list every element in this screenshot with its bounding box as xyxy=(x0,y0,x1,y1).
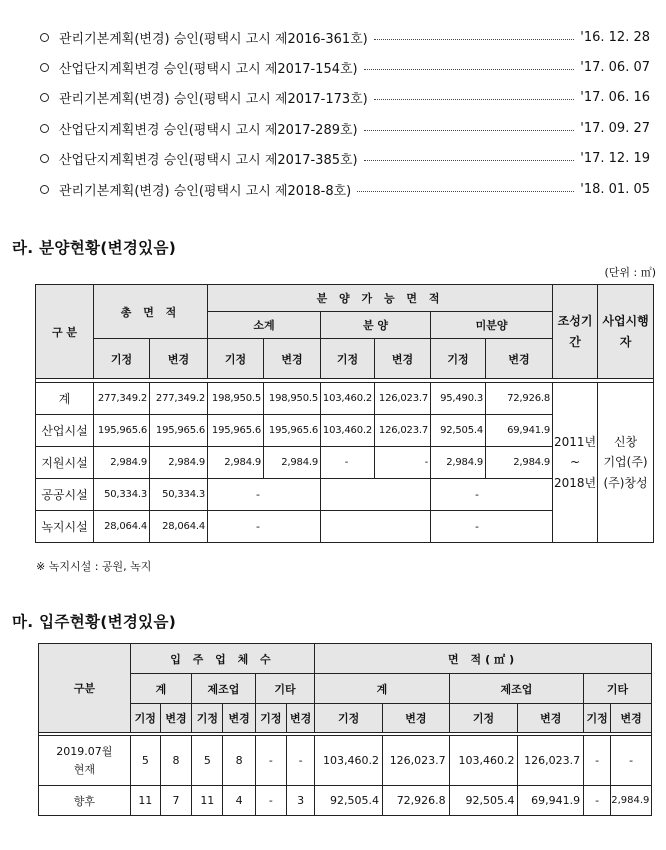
cell-value: 4 xyxy=(223,786,255,816)
approval-item xyxy=(40,22,650,52)
cell-value: 7 xyxy=(160,786,191,816)
header-category: 구분 xyxy=(39,644,131,733)
circle-bullet-icon xyxy=(40,154,49,163)
header-changed: 변경 xyxy=(382,704,449,733)
row-label: 녹지시설 xyxy=(36,511,94,543)
cell-value: 277,349.2 xyxy=(150,383,208,415)
cell-value: - xyxy=(584,736,611,786)
header-other: 기타 xyxy=(584,674,652,704)
dotted-leader xyxy=(364,69,575,70)
approval-date: '18. 01. 05 xyxy=(580,181,650,197)
circle-bullet-icon xyxy=(40,33,49,42)
section-ra-title: 라. 분양현황(변경있음) xyxy=(12,239,177,257)
cell-value: 2,984.9 xyxy=(94,447,150,479)
header-existing: 기정 xyxy=(321,339,375,379)
cell-value: 2,984.9 xyxy=(208,447,264,479)
row-label: 계 xyxy=(36,383,94,415)
period-cell xyxy=(553,383,598,543)
unit-label: (단위 : ㎡) xyxy=(604,266,656,279)
cell-value: 8 xyxy=(223,736,255,786)
cell-value: 28,064.4 xyxy=(94,511,150,543)
cell-value: 2,984.9 xyxy=(611,786,652,816)
cell-value: 195,965.6 xyxy=(264,415,321,447)
operator-line: (주)창성 xyxy=(603,475,648,490)
table-row xyxy=(36,383,654,415)
cell-value: 198,950.5 xyxy=(208,383,264,415)
header-saleable-area: 분 양 가 능 면 적 xyxy=(208,285,553,312)
header-subtotal: 소계 xyxy=(208,312,321,339)
cell-value: 28,064.4 xyxy=(150,511,208,543)
row-label: 지원시설 xyxy=(36,447,94,479)
cell-value: 195,965.6 xyxy=(150,415,208,447)
cell-value: 126,023.7 xyxy=(375,383,431,415)
header-existing: 기정 xyxy=(255,704,286,733)
cell-value: - xyxy=(611,736,652,786)
cell-value: 8 xyxy=(160,736,191,786)
header-existing: 기정 xyxy=(449,704,518,733)
cell-value: 3 xyxy=(287,786,315,816)
header-changed: 변경 xyxy=(160,704,191,733)
approval-list xyxy=(40,22,650,204)
header-changed: 변경 xyxy=(150,339,208,379)
cell-value: 126,023.7 xyxy=(382,736,449,786)
period-tilde: ~ xyxy=(570,455,581,470)
approval-item xyxy=(40,144,650,174)
approval-item xyxy=(40,174,650,204)
approval-date: '17. 09. 27 xyxy=(580,120,650,136)
operator-line: 기업(주) xyxy=(603,455,648,470)
header-existing: 기정 xyxy=(315,704,383,733)
approval-text: 관리기본계획(변경) 승인(평택시 고시 제2018-8호) xyxy=(59,183,352,199)
row-label xyxy=(39,736,131,786)
cell-value: 50,334.3 xyxy=(94,479,150,511)
circle-bullet-icon xyxy=(40,63,49,72)
cell-value: 195,965.6 xyxy=(94,415,150,447)
cell-value: - xyxy=(208,511,321,543)
approval-text: 관리기본계획(변경) 승인(평택시 고시 제2017-173호) xyxy=(59,92,368,108)
approval-item xyxy=(40,52,650,82)
cell-value: - xyxy=(375,447,431,479)
header-existing: 기정 xyxy=(130,704,160,733)
cell-value: 2,984.9 xyxy=(264,447,321,479)
header-existing: 기정 xyxy=(431,339,486,379)
cell-value: - xyxy=(431,479,553,511)
operator-line: 신창 xyxy=(613,434,638,449)
header-total-area: 총 면 적 xyxy=(94,285,208,339)
cell-value: 126,023.7 xyxy=(518,736,584,786)
cell-value: 2,984.9 xyxy=(150,447,208,479)
circle-bullet-icon xyxy=(40,124,49,133)
header-period: 조성기간 xyxy=(553,285,598,379)
dotted-leader xyxy=(374,39,575,40)
section-ma-title: 마. 입주현황(변경있음) xyxy=(12,613,177,631)
circle-bullet-icon xyxy=(40,93,49,102)
approval-date: '17. 06. 07 xyxy=(580,60,650,76)
row-label: 산업시설 xyxy=(36,415,94,447)
row-label-line: 2019.07월 xyxy=(56,744,113,758)
cell-value: 92,505.4 xyxy=(315,786,383,816)
header-total: 계 xyxy=(130,674,191,704)
dotted-leader xyxy=(374,99,575,100)
header-other: 기타 xyxy=(255,674,314,704)
cell-value: - xyxy=(255,786,286,816)
cell-value: - xyxy=(431,511,553,543)
approval-date: '17. 06. 16 xyxy=(580,90,650,106)
cell-value: 103,460.2 xyxy=(449,736,518,786)
cell-value: - xyxy=(321,447,375,479)
dotted-leader xyxy=(364,160,575,161)
circle-bullet-icon xyxy=(40,185,49,194)
cell-value: 195,965.6 xyxy=(208,415,264,447)
approval-item xyxy=(40,83,650,113)
approval-item xyxy=(40,113,650,143)
cell-value: - xyxy=(584,786,611,816)
cell-value: - xyxy=(255,736,286,786)
row-label-line: 현재 xyxy=(73,762,95,776)
header-changed: 변경 xyxy=(287,704,315,733)
cell-empty xyxy=(321,511,431,543)
cell-value: 277,349.2 xyxy=(94,383,150,415)
cell-value: 11 xyxy=(130,786,160,816)
header-existing: 기정 xyxy=(208,339,264,379)
cell-empty xyxy=(321,479,431,511)
header-changed: 변경 xyxy=(375,339,431,379)
period-from: 2011년 xyxy=(553,434,597,449)
header-area: 면 적(㎡) xyxy=(315,644,652,674)
header-sold: 분 양 xyxy=(321,312,431,339)
cell-value: 103,460.2 xyxy=(321,383,375,415)
row-label: 공공시설 xyxy=(36,479,94,511)
header-category: 구 분 xyxy=(36,285,94,379)
cell-value: 5 xyxy=(130,736,160,786)
cell-value: 69,941.9 xyxy=(518,786,584,816)
approval-text: 산업단지계획변경 승인(평택시 고시 제2017-154호) xyxy=(59,62,358,78)
header-existing: 기정 xyxy=(192,704,223,733)
header-operator: 사업시행자 xyxy=(598,285,654,379)
occupancy-status-table xyxy=(38,643,652,816)
header-changed: 변경 xyxy=(518,704,584,733)
header-changed: 변경 xyxy=(486,339,553,379)
row-label: 향후 xyxy=(39,786,131,816)
cell-value: 126,023.7 xyxy=(375,415,431,447)
period-to: 2018년 xyxy=(553,475,597,490)
approval-text: 산업단지계획변경 승인(평택시 고시 제2017-385호) xyxy=(59,153,358,169)
cell-value: 103,460.2 xyxy=(321,415,375,447)
header-company-count: 입 주 업 체 수 xyxy=(130,644,315,674)
header-manufacturing: 제조업 xyxy=(192,674,256,704)
cell-value: 92,505.4 xyxy=(449,786,518,816)
cell-value: 72,926.8 xyxy=(486,383,553,415)
cell-value: 95,490.3 xyxy=(431,383,486,415)
cell-value: - xyxy=(208,479,321,511)
approval-text: 관리기본계획(변경) 승인(평택시 고시 제2016-361호) xyxy=(59,31,368,47)
dotted-leader xyxy=(364,130,575,131)
operator-cell xyxy=(598,383,654,543)
header-manufacturing: 제조업 xyxy=(449,674,583,704)
approval-text: 산업단지계획변경 승인(평택시 고시 제2017-289호) xyxy=(59,122,358,138)
dotted-leader xyxy=(357,191,574,192)
cell-value: 69,941.9 xyxy=(486,415,553,447)
table-row xyxy=(39,786,652,816)
cell-value: 92,505.4 xyxy=(431,415,486,447)
cell-value: 2,984.9 xyxy=(486,447,553,479)
header-changed: 변경 xyxy=(611,704,652,733)
cell-value: 103,460.2 xyxy=(315,736,383,786)
header-total: 계 xyxy=(315,674,449,704)
sales-status-table xyxy=(35,284,654,543)
cell-value: 50,334.3 xyxy=(150,479,208,511)
cell-value: 2,984.9 xyxy=(431,447,486,479)
approval-date: '17. 12. 19 xyxy=(580,151,650,167)
cell-value: 5 xyxy=(192,736,223,786)
table-row xyxy=(39,736,652,786)
header-existing: 기정 xyxy=(584,704,611,733)
header-unsold: 미분양 xyxy=(431,312,553,339)
footnote: ※ 녹지시설 : 공원, 녹지 xyxy=(36,560,152,573)
header-changed: 변경 xyxy=(264,339,321,379)
cell-value: 198,950.5 xyxy=(264,383,321,415)
approval-date: '16. 12. 28 xyxy=(580,29,650,45)
cell-value: 11 xyxy=(192,786,223,816)
header-changed: 변경 xyxy=(223,704,255,733)
cell-value: 72,926.8 xyxy=(382,786,449,816)
header-existing: 기정 xyxy=(94,339,150,379)
cell-value: - xyxy=(287,736,315,786)
